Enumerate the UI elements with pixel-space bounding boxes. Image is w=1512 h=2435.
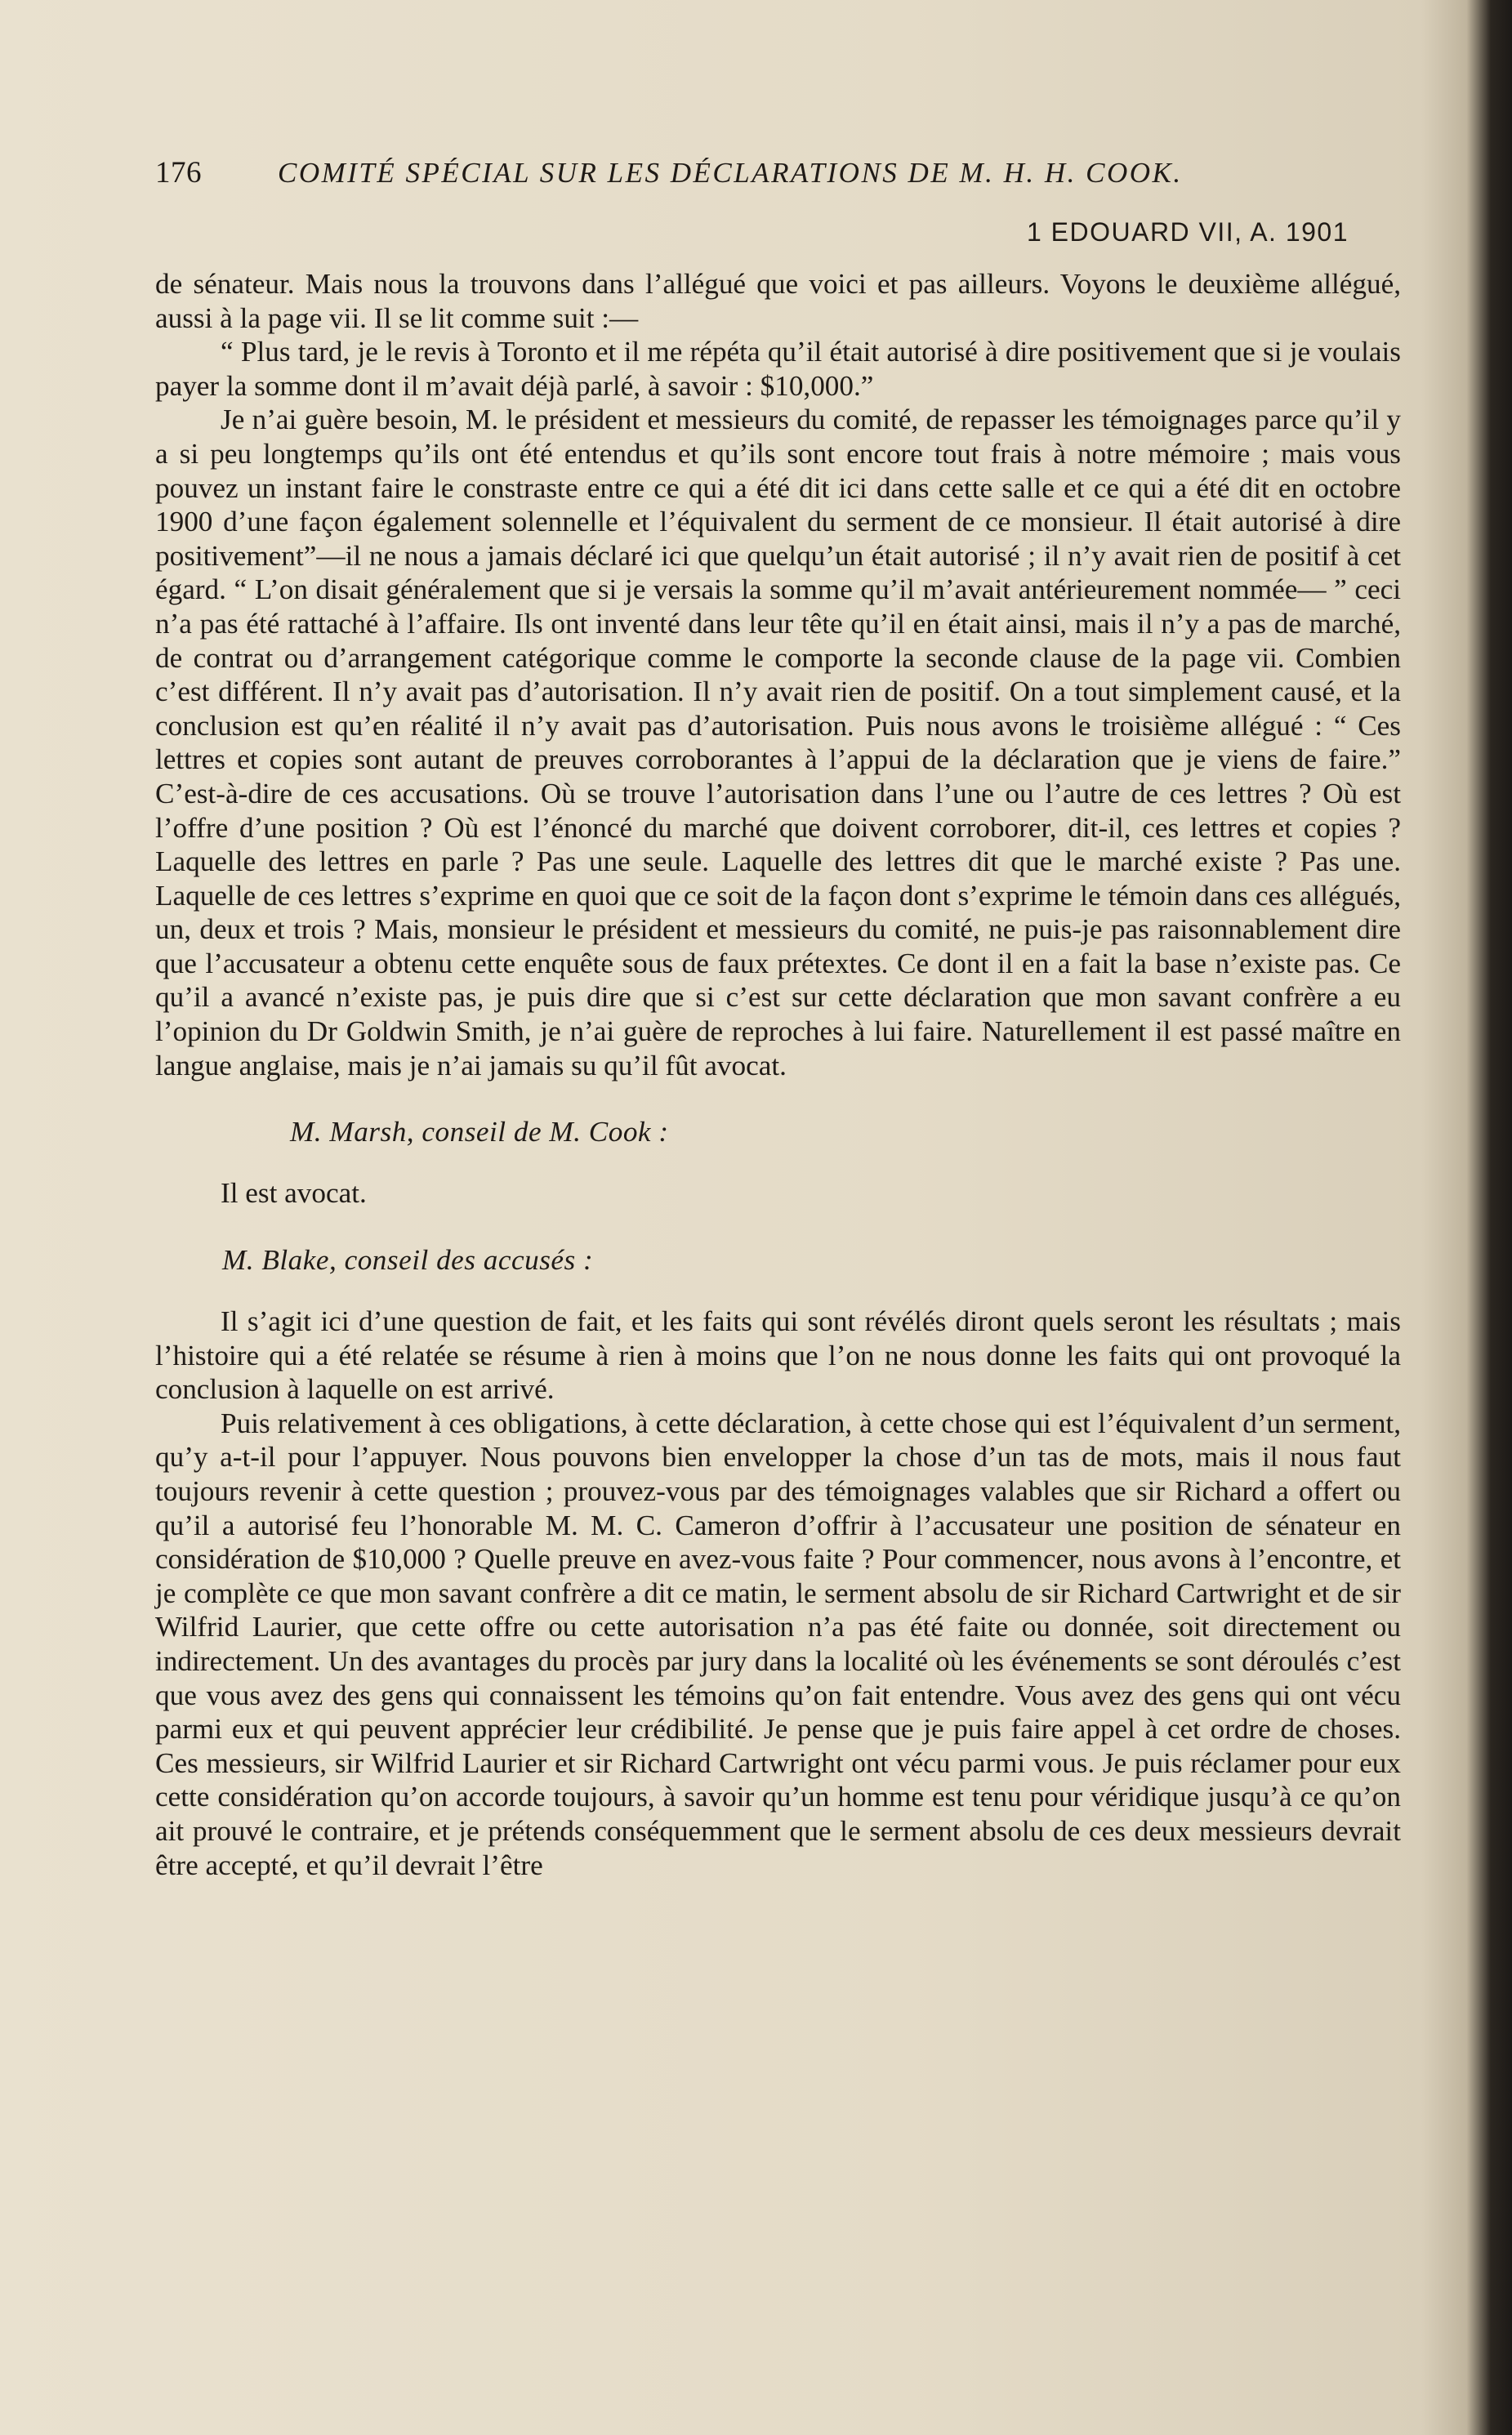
paragraph: Il est avocat. xyxy=(221,1176,367,1209)
running-title: COMITÉ SPÉCIAL SUR LES DÉCLARATIONS DE M. H. H. COOK. xyxy=(278,157,1183,189)
body-text xyxy=(155,267,1401,1882)
page-header xyxy=(155,155,1307,204)
paragraph: de sénateur. Mais nous la trouvons dans l’allégué que voici et pas ailleurs. Voyons le deuxième allégué, aussi à la page vii. Il se lit comme suit :— xyxy=(155,268,1401,334)
paragraph: Il s’agit ici d’une question de fait, et les faits qui sont révélés diront quels seront les résultats ; mais l’histoire qui a été relatée se résume à rien à moins que l’on ne nous donne les faits qui ont provoqué la conclusion à laquelle on est arrivé. xyxy=(155,1305,1401,1406)
speaker-marsh: M. Marsh, conseil de M. Cook : xyxy=(290,1116,669,1148)
session-label: 1 EDOUARD VII, A. 1901 xyxy=(1026,217,1349,247)
paragraph: Puis relativement à ces obligations, à cette déclaration, à cette chose qui est l’équivalent d’un serment, qu’y a-t-il pour l’appuyer. Nous pouvons bien envelopper la chose d’un tas de mots, mais il nous faut toujours revenir à cette question ; prouvez-vous par des témoignages valables que sir Richard a offert ou qu’il a autorisé feu l’honorable M. M. C. Cameron d’offrir à l’accusateur une position de sénateur en considération de $10,000 ? Quelle preuve en avez-vous faite ? Pour commencer, nous avons à l’encontre, et je complète ce que mon savant confrère a dit ce matin, le serment absolu de sir Richard Cartwright et de sir Wilfrid Laurier, que cette offre ou cette autorisation n’a pas été faite ou donnée, soit directement ou indirectement. Un des avantages du procès par jury dans la localité où les événements se sont déroulés c’est que vous avez des gens qui connaissent les témoins qu’on fait entendre. Vous avez des gens qui ont vécu parmi eux et qui peuvent apprécier leur crédibilité. Je pense que je puis faire appel à cet ordre de choses. Ces messieurs, sir Wilfrid Laurier et sir Richard Cartwright ont vécu parmi vous. Je puis réclamer pour eux cette considération qu’on accorde toujours, à savoir qu’un homme est tenu pour véridique jusqu’à ce qu’on ait prouvé le contraire, et je prétends conséquemment que le serment absolu de ces deux messieurs devrait être accepté, et qu’il devrait l’être xyxy=(155,1407,1401,1881)
page-number: 176 xyxy=(155,156,202,190)
quoted-allegation: “ Plus tard, je le revis à Toronto et il me répéta qu’il était autorisé à dire positivement que si je voulais payer la somme dont il m’avait déjà parlé, à savoir : $10,000.” xyxy=(155,336,1401,402)
speaker-blake: M. Blake, conseil des accusés : xyxy=(222,1244,594,1277)
paragraph: Je n’ai guère besoin, M. le président et messieurs du comité, de repasser les témoignages parce qu’il y a si peu longtemps qu’ils ont été entendus et qu’ils sont encore tout frais à notre mémoire ; mais vous pouvez un instant faire le constraste entre ce qui a été dit ici dans cette salle et ce qui a été dit en octobre 1900 d’une façon également solennelle et l’équivalent du serment de ce monsieur. Il était autorisé à dire positivement”—il ne nous a jamais déclaré ici que quelqu’un était autorisé ; il n’y avait rien de positif à cet égard. “ L’on disait généralement que si je versais la somme qu’il m’avait antérieurement nommée— ” ceci n’a pas été rattaché à l’affaire. Ils ont inventé dans leur tête qu’il en était ainsi, mais il n’y a pas de marché, de contrat ou d’arrangement catégorique comme le comporte la seconde clause de la page vii. Combien c’est différent. Il n’y avait pas d’autorisation. Il n’y avait rien de positif. On a tout simplement causé, et la conclusion est qu’en réalité il n’y avait pas d’autorisation. Puis nous avons le troisième allégué : “ Ces lettres et copies sont autant de preuves corroborantes à l’appui de la déclaration que je viens de faire.” C’est-à-dire de ces accusations. Où se trouve l’autorisation dans l’une ou l’autre de ces lettres ? Où est l’offre d’une position ? Où est l’énoncé du marché que doivent corroborer, dit-il, ces lettres et copies ? Laquelle des lettres en parle ? Pas une seule. Laquelle des lettres dit que le marché existe ? Pas une. Laquelle de ces lettres s’exprime en quoi que ce soit de la façon dont s’exprime le témoin dans ces allégués, un, deux et trois ? Mais, monsieur le président et messieurs du comité, ne puis-je pas raisonnablement dire que l’accusateur a obtenu cette enquête sous de faux prétextes. Ce dont il en a fait la base n’existe pas. Ce qu’il a avancé n’existe pas, je puis dire que si c’est sur cette déclaration que mon savant confrère a eu l’opinion du Dr Goldwin Smith, je n’ai guère de reproches à lui faire. Naturellement il est passé maître en langue anglaise, mais je n’ai jamais su qu’il fût avocat. xyxy=(155,404,1401,1081)
